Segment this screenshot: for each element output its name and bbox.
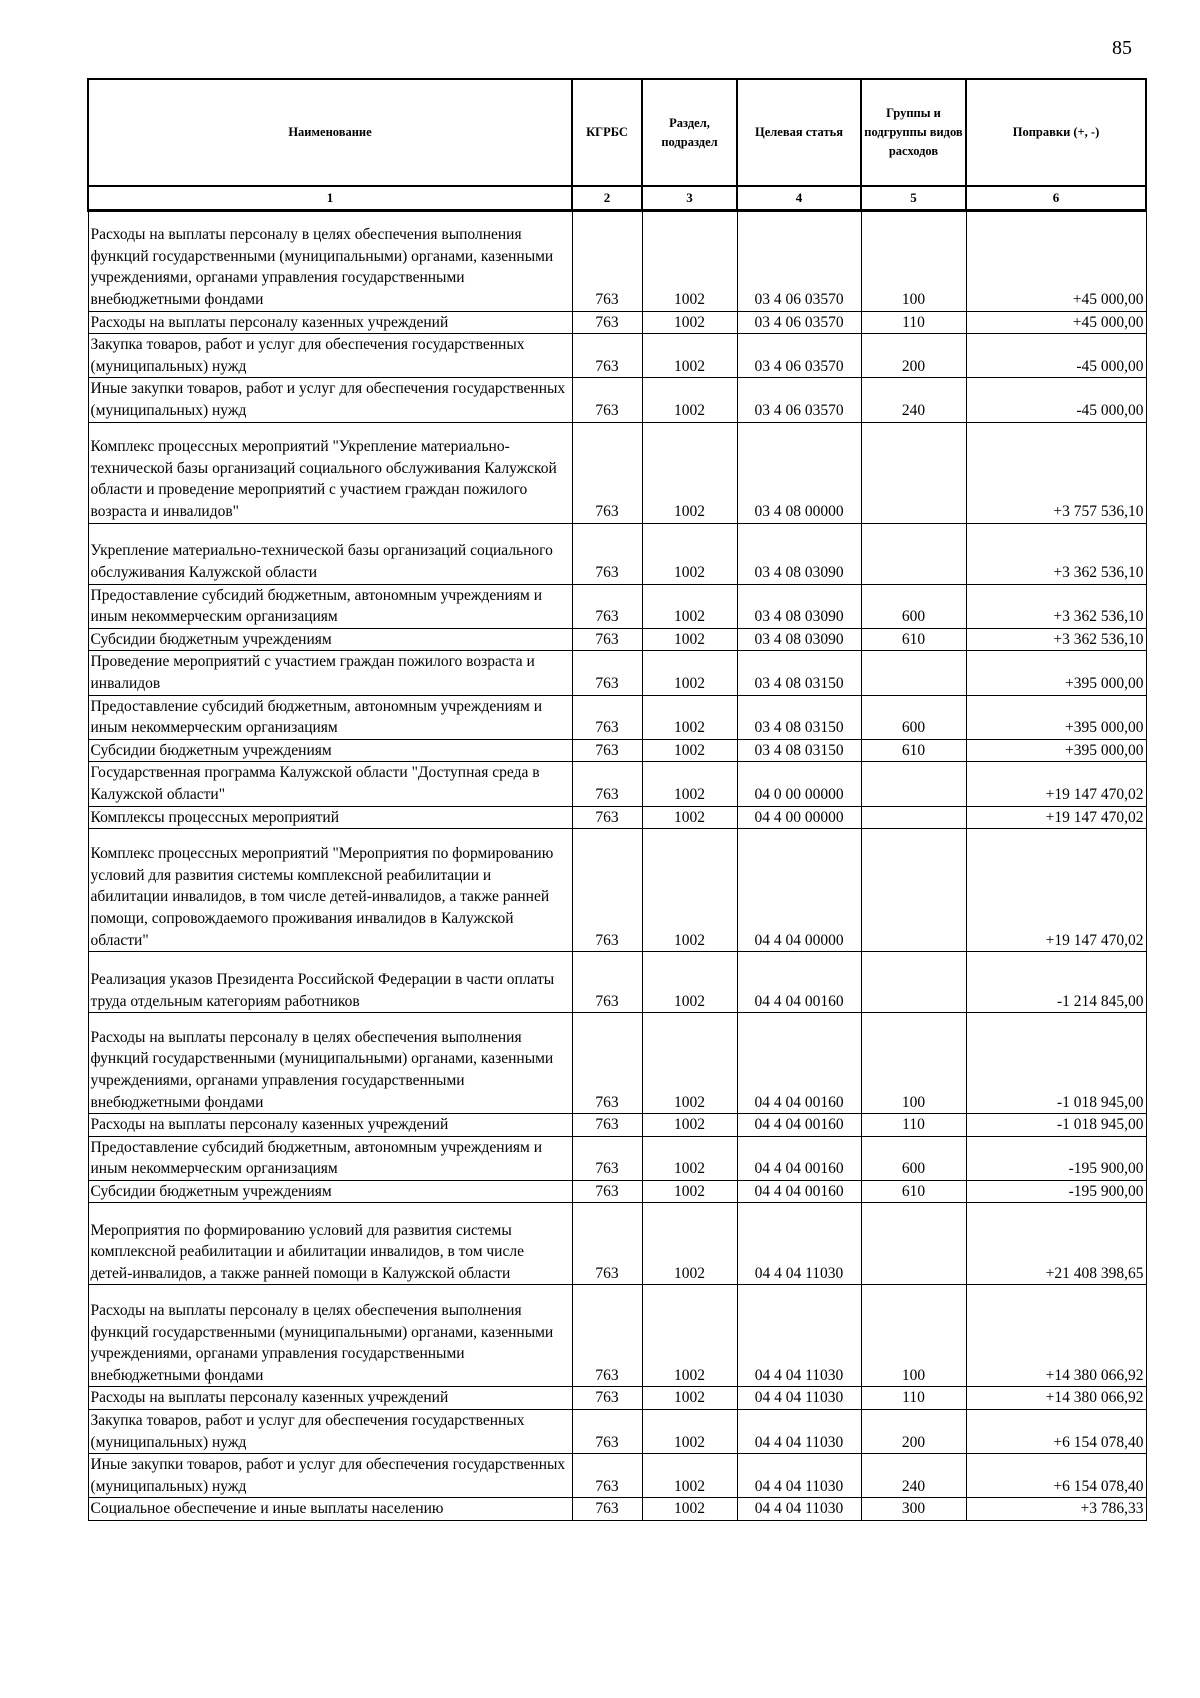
cell-razdel: 1002 <box>642 695 737 739</box>
cell-vid: 100 <box>861 210 966 311</box>
cell-kgrbs: 763 <box>572 1387 642 1410</box>
cell-amount: -45 000,00 <box>966 334 1146 378</box>
cell-vid: 600 <box>861 695 966 739</box>
table-row <box>88 1203 1146 1285</box>
cell-name: Государственная программа Калужской области "Доступная среда в Калужской области" <box>88 762 572 806</box>
cell-statya: 03 4 06 03570 <box>737 210 861 311</box>
table-row <box>88 1013 1146 1114</box>
page-number: 85 <box>1112 37 1132 59</box>
cell-name: Иные закупки товаров, работ и услуг для обеспечения государственных (муниципальных) нужд <box>88 378 572 422</box>
cell-amount: -195 900,00 <box>966 1136 1146 1180</box>
cell-vid <box>861 762 966 806</box>
cell-name: Расходы на выплаты персоналу казенных учреждений <box>88 311 572 334</box>
cell-amount: +6 154 078,40 <box>966 1410 1146 1454</box>
table-row <box>88 1410 1146 1454</box>
cell-name: Социальное обеспечение и иные выплаты населению <box>88 1498 572 1521</box>
cell-amount: +395 000,00 <box>966 651 1146 695</box>
cell-vid <box>861 422 966 523</box>
column-number: 4 <box>737 186 861 210</box>
cell-razdel: 1002 <box>642 1136 737 1180</box>
cell-kgrbs: 763 <box>572 829 642 952</box>
cell-statya: 03 4 08 03090 <box>737 584 861 628</box>
cell-statya: 04 0 00 00000 <box>737 762 861 806</box>
cell-amount: +6 154 078,40 <box>966 1454 1146 1498</box>
column-number: 1 <box>88 186 572 210</box>
cell-kgrbs: 763 <box>572 523 642 584</box>
cell-statya: 04 4 04 00160 <box>737 952 861 1013</box>
cell-kgrbs: 763 <box>572 1136 642 1180</box>
cell-kgrbs: 763 <box>572 584 642 628</box>
table-row <box>88 210 1146 311</box>
cell-statya: 03 4 06 03570 <box>737 311 861 334</box>
cell-kgrbs: 763 <box>572 378 642 422</box>
cell-razdel: 1002 <box>642 422 737 523</box>
cell-kgrbs: 763 <box>572 739 642 762</box>
table-body <box>88 210 1146 1520</box>
table-row <box>88 584 1146 628</box>
cell-vid <box>861 952 966 1013</box>
cell-razdel: 1002 <box>642 584 737 628</box>
cell-razdel: 1002 <box>642 762 737 806</box>
cell-kgrbs: 763 <box>572 762 642 806</box>
cell-statya: 04 4 04 00000 <box>737 829 861 952</box>
table-row <box>88 334 1146 378</box>
budget-amendments-table <box>87 78 1147 1521</box>
column-number: 3 <box>642 186 737 210</box>
cell-razdel: 1002 <box>642 739 737 762</box>
cell-vid <box>861 806 966 829</box>
cell-amount: +395 000,00 <box>966 695 1146 739</box>
column-number: 2 <box>572 186 642 210</box>
cell-statya: 04 4 04 00160 <box>737 1180 861 1203</box>
cell-kgrbs: 763 <box>572 628 642 651</box>
cell-name: Иные закупки товаров, работ и услуг для обеспечения государственных (муниципальных) нужд <box>88 1454 572 1498</box>
cell-kgrbs: 763 <box>572 952 642 1013</box>
cell-vid <box>861 1203 966 1285</box>
cell-statya: 04 4 04 11030 <box>737 1410 861 1454</box>
cell-amount: +14 380 066,92 <box>966 1285 1146 1387</box>
cell-statya: 04 4 04 00160 <box>737 1136 861 1180</box>
table-row <box>88 806 1146 829</box>
table-row <box>88 651 1146 695</box>
cell-statya: 03 4 08 00000 <box>737 422 861 523</box>
cell-amount: +19 147 470,02 <box>966 806 1146 829</box>
cell-name: Комплекс процессных мероприятий "Укрепление материально-технической базы организаций социального обслуживания Калужской области и проведение мероприятий с участием граждан пожилого возраста и инвалидов" <box>88 422 572 523</box>
cell-vid: 300 <box>861 1498 966 1521</box>
cell-name: Субсидии бюджетным учреждениям <box>88 1180 572 1203</box>
cell-amount: +3 362 536,10 <box>966 628 1146 651</box>
cell-statya: 03 4 08 03150 <box>737 739 861 762</box>
table-row <box>88 378 1146 422</box>
cell-kgrbs: 763 <box>572 1114 642 1137</box>
table-row <box>88 1285 1146 1387</box>
cell-vid <box>861 829 966 952</box>
cell-name: Мероприятия по формированию условий для развития системы комплексной реабилитации и абилитации инвалидов, в том числе детей-инвалидов, а также ранней помощи в Калужской области <box>88 1203 572 1285</box>
column-number: 6 <box>966 186 1146 210</box>
table-row <box>88 422 1146 523</box>
cell-statya: 04 4 04 11030 <box>737 1454 861 1498</box>
cell-razdel: 1002 <box>642 628 737 651</box>
cell-amount: +19 147 470,02 <box>966 829 1146 952</box>
cell-amount: +3 362 536,10 <box>966 584 1146 628</box>
cell-statya: 03 4 06 03570 <box>737 334 861 378</box>
cell-statya: 03 4 08 03150 <box>737 695 861 739</box>
header-vid: Группы и подгруппы видов расходов <box>861 79 966 186</box>
cell-statya: 04 4 04 11030 <box>737 1387 861 1410</box>
cell-amount: -45 000,00 <box>966 378 1146 422</box>
column-number: 5 <box>861 186 966 210</box>
cell-kgrbs: 763 <box>572 1454 642 1498</box>
cell-vid: 110 <box>861 311 966 334</box>
cell-name: Субсидии бюджетным учреждениям <box>88 628 572 651</box>
cell-vid: 600 <box>861 584 966 628</box>
header-name: Наименование <box>88 79 572 186</box>
cell-statya: 03 4 08 03150 <box>737 651 861 695</box>
table-row <box>88 311 1146 334</box>
cell-kgrbs: 763 <box>572 1285 642 1387</box>
cell-razdel: 1002 <box>642 311 737 334</box>
table-row <box>88 1454 1146 1498</box>
cell-kgrbs: 763 <box>572 422 642 523</box>
cell-name: Предоставление субсидий бюджетным, автономным учреждениям и иным некоммерческим организациям <box>88 584 572 628</box>
cell-statya: 03 4 06 03570 <box>737 378 861 422</box>
cell-vid: 200 <box>861 1410 966 1454</box>
cell-vid <box>861 651 966 695</box>
cell-vid: 100 <box>861 1285 966 1387</box>
cell-razdel: 1002 <box>642 378 737 422</box>
cell-kgrbs: 763 <box>572 1410 642 1454</box>
cell-razdel: 1002 <box>642 651 737 695</box>
cell-amount: +21 408 398,65 <box>966 1203 1146 1285</box>
table-row <box>88 762 1146 806</box>
cell-razdel: 1002 <box>642 523 737 584</box>
cell-amount: +3 362 536,10 <box>966 523 1146 584</box>
table-row <box>88 829 1146 952</box>
table-row <box>88 1387 1146 1410</box>
cell-statya: 04 4 04 11030 <box>737 1203 861 1285</box>
table-row <box>88 952 1146 1013</box>
table-row <box>88 523 1146 584</box>
cell-amount: -1 018 945,00 <box>966 1013 1146 1114</box>
cell-kgrbs: 763 <box>572 806 642 829</box>
cell-name: Комплексы процессных мероприятий <box>88 806 572 829</box>
cell-name: Предоставление субсидий бюджетным, автономным учреждениям и иным некоммерческим организациям <box>88 1136 572 1180</box>
table-row <box>88 628 1146 651</box>
cell-kgrbs: 763 <box>572 1203 642 1285</box>
cell-name: Комплекс процессных мероприятий "Мероприятия по формированию условий для развития системы комплексной реабилитации и абилитации инвалидов, в том числе детей-инвалидов, а также ранней помощи, сопровождаемого проживания инвалидов в Калужской области" <box>88 829 572 952</box>
cell-statya: 04 4 04 11030 <box>737 1498 861 1521</box>
cell-name: Укрепление материально-технической базы организаций социального обслуживания Калужской области <box>88 523 572 584</box>
cell-name: Проведение мероприятий с участием граждан пожилого возраста и инвалидов <box>88 651 572 695</box>
cell-kgrbs: 763 <box>572 334 642 378</box>
cell-vid: 200 <box>861 334 966 378</box>
table-row <box>88 1498 1146 1521</box>
table-row <box>88 739 1146 762</box>
cell-name: Закупка товаров, работ и услуг для обеспечения государственных (муниципальных) нужд <box>88 1410 572 1454</box>
cell-name: Субсидии бюджетным учреждениям <box>88 739 572 762</box>
table-row <box>88 1114 1146 1137</box>
cell-name: Реализация указов Президента Российской Федерации в части оплаты труда отдельным категориям работников <box>88 952 572 1013</box>
cell-name: Расходы на выплаты персоналу в целях обеспечения выполнения функций государственными (муниципальными) органами, казенными учреждениями, органами управления государственными внебюджетными фондами <box>88 1285 572 1387</box>
cell-statya: 04 4 00 00000 <box>737 806 861 829</box>
cell-kgrbs: 763 <box>572 651 642 695</box>
cell-razdel: 1002 <box>642 1285 737 1387</box>
header-razdel: Раздел, подраздел <box>642 79 737 186</box>
cell-vid: 600 <box>861 1136 966 1180</box>
table-row <box>88 1136 1146 1180</box>
cell-vid: 240 <box>861 1454 966 1498</box>
cell-kgrbs: 763 <box>572 1180 642 1203</box>
cell-name: Закупка товаров, работ и услуг для обеспечения государственных (муниципальных) нужд <box>88 334 572 378</box>
table-row <box>88 695 1146 739</box>
cell-name: Расходы на выплаты персоналу казенных учреждений <box>88 1114 572 1137</box>
cell-razdel: 1002 <box>642 334 737 378</box>
cell-razdel: 1002 <box>642 829 737 952</box>
cell-name: Расходы на выплаты персоналу казенных учреждений <box>88 1387 572 1410</box>
cell-razdel: 1002 <box>642 1410 737 1454</box>
cell-vid: 110 <box>861 1387 966 1410</box>
cell-amount: +45 000,00 <box>966 311 1146 334</box>
cell-name: Предоставление субсидий бюджетным, автономным учреждениям и иным некоммерческим организациям <box>88 695 572 739</box>
cell-amount: -1 018 945,00 <box>966 1114 1146 1137</box>
cell-amount: +3 757 536,10 <box>966 422 1146 523</box>
cell-razdel: 1002 <box>642 1203 737 1285</box>
header-statya: Целевая статья <box>737 79 861 186</box>
cell-razdel: 1002 <box>642 1180 737 1203</box>
cell-vid: 610 <box>861 1180 966 1203</box>
cell-kgrbs: 763 <box>572 1013 642 1114</box>
cell-vid: 610 <box>861 739 966 762</box>
cell-kgrbs: 763 <box>572 695 642 739</box>
cell-statya: 04 4 04 00160 <box>737 1013 861 1114</box>
cell-amount: +3 786,33 <box>966 1498 1146 1521</box>
cell-kgrbs: 763 <box>572 210 642 311</box>
cell-vid: 110 <box>861 1114 966 1137</box>
header-amount: Поправки (+, -) <box>966 79 1146 186</box>
cell-vid: 610 <box>861 628 966 651</box>
cell-razdel: 1002 <box>642 1013 737 1114</box>
cell-amount: -1 214 845,00 <box>966 952 1146 1013</box>
cell-razdel: 1002 <box>642 1454 737 1498</box>
cell-amount: +19 147 470,02 <box>966 762 1146 806</box>
cell-statya: 03 4 08 03090 <box>737 523 861 584</box>
header-kgrbs: КГРБС <box>572 79 642 186</box>
cell-razdel: 1002 <box>642 1114 737 1137</box>
cell-razdel: 1002 <box>642 210 737 311</box>
cell-amount: +395 000,00 <box>966 739 1146 762</box>
cell-statya: 04 4 04 00160 <box>737 1114 861 1137</box>
cell-name: Расходы на выплаты персоналу в целях обеспечения выполнения функций государственными (муниципальными) органами, казенными учреждениями, органами управления государственными внебюджетными фондами <box>88 1013 572 1114</box>
cell-razdel: 1002 <box>642 1498 737 1521</box>
cell-vid: 240 <box>861 378 966 422</box>
cell-amount: -195 900,00 <box>966 1180 1146 1203</box>
cell-name: Расходы на выплаты персоналу в целях обеспечения выполнения функций государственными (муниципальными) органами, казенными учреждениями, органами управления государственными внебюджетными фондами <box>88 210 572 311</box>
cell-kgrbs: 763 <box>572 311 642 334</box>
cell-razdel: 1002 <box>642 1387 737 1410</box>
cell-statya: 04 4 04 11030 <box>737 1285 861 1387</box>
cell-kgrbs: 763 <box>572 1498 642 1521</box>
cell-statya: 03 4 08 03090 <box>737 628 861 651</box>
cell-razdel: 1002 <box>642 806 737 829</box>
cell-vid: 100 <box>861 1013 966 1114</box>
cell-amount: +45 000,00 <box>966 210 1146 311</box>
table-row <box>88 1180 1146 1203</box>
cell-amount: +14 380 066,92 <box>966 1387 1146 1410</box>
cell-vid <box>861 523 966 584</box>
cell-razdel: 1002 <box>642 952 737 1013</box>
